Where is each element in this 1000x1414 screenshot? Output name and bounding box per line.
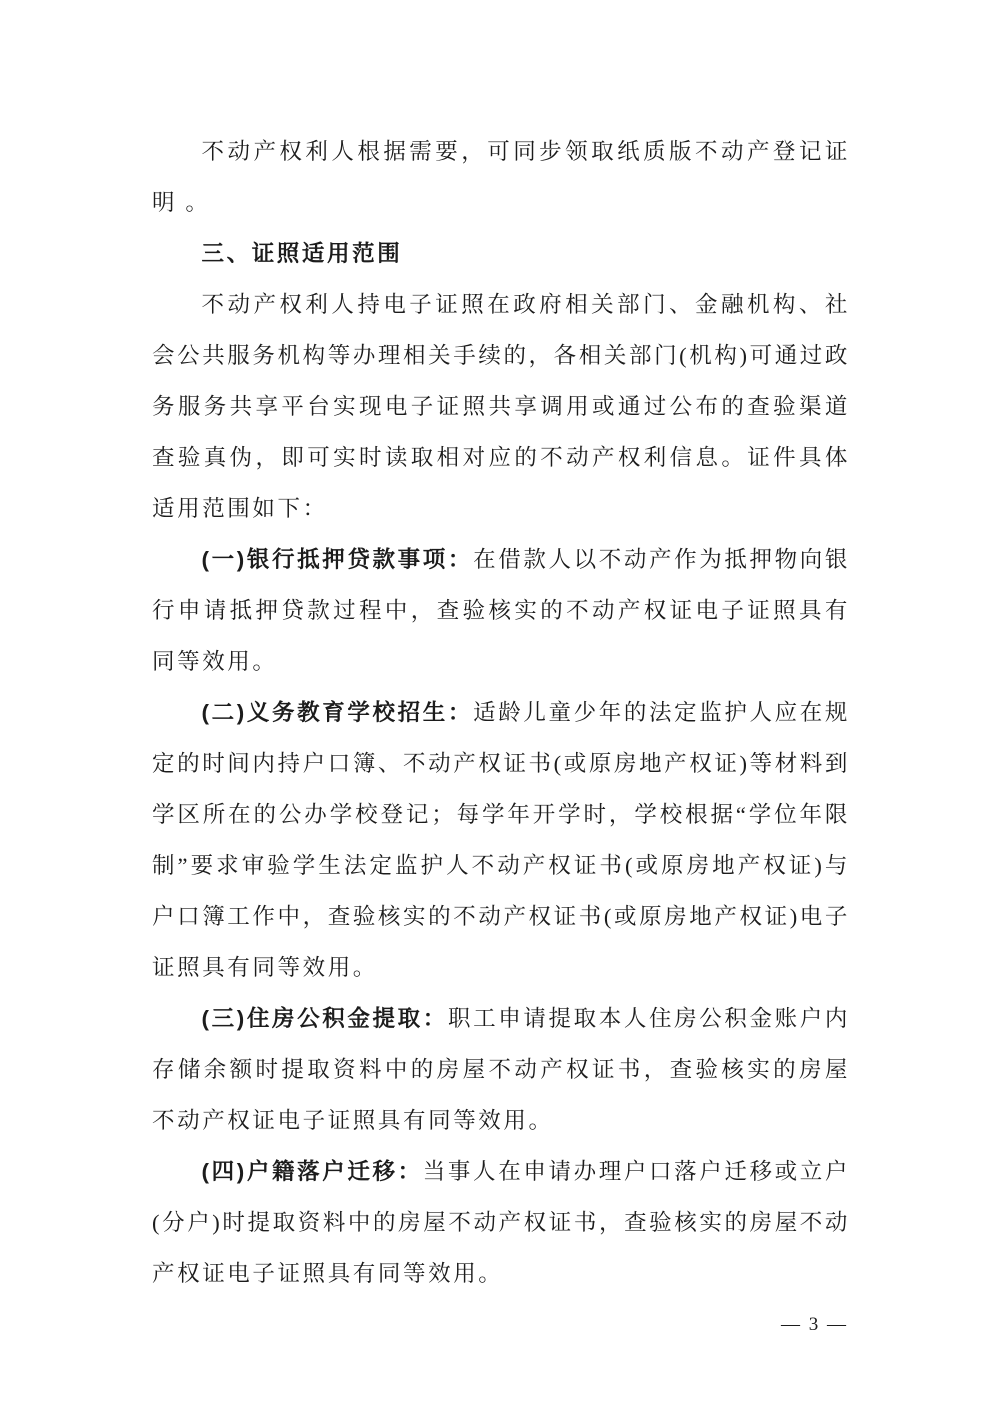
item-household-registration [152, 1146, 850, 1299]
page-number: — 3 — [781, 1314, 848, 1335]
item-housing-fund-body: 职工申请提取本人住房公积金账户内存储余额时提取资料中的房屋不动产权证书，查验核实的房屋不动产权证电子证照具有同等效用。 [152, 1006, 850, 1133]
item-bank-mortgage-body: 在借款人以不动产作为抵押物向银行申请抵押贷款过程中，查验核实的不动产权证电子证照具有同等效用。 [152, 547, 850, 674]
item-household-registration-lead: (四)户籍落户迁移： [201, 1159, 423, 1184]
item-bank-mortgage [152, 534, 850, 687]
item-school-enrollment [152, 687, 850, 993]
item-school-enrollment-body: 适龄儿童少年的法定监护人应在规定的时间内持户口簿、不动产权证书(或原房地产权证)等材料到学区所在的公办学校登记；每学年开学时，学校根据“学位年限制”要求审验学生法定监护人不动产权证书(或原房地产权证)与户口簿工作中，查验核实的不动产权证书(或原房地产权证)电子证照具有同等效用。 [152, 700, 850, 980]
item-school-enrollment-lead: (二)义务教育学校招生： [201, 700, 474, 725]
item-housing-fund [152, 993, 850, 1146]
section-heading-scope: 三、证照适用范围 [201, 241, 403, 266]
paragraph-pickup-paper-certificate: 不动产权利人根据需要，可同步领取纸质版不动产登记证明 。 [152, 139, 850, 215]
paragraph-scope-intro: 不动产权利人持电子证照在政府相关部门、金融机构、社会公共服务机构等办理相关手续的，各相关部门(机构)可通过政务服务共享平台实现电子证照共享调用或通过公布的查验渠道查验真伪，即可实时读取相对应的不动产权利信息。证件具体适用范围如下： [152, 292, 850, 521]
item-bank-mortgage-lead: (一)银行抵押贷款事项： [201, 547, 474, 572]
item-household-registration-body: 当事人在申请办理户口落户迁移或立户(分户)时提取资料中的房屋不动产权证书，查验核实的房屋不动产权证电子证照具有同等效用。 [152, 1159, 850, 1286]
item-housing-fund-lead: (三)住房公积金提取： [201, 1006, 448, 1031]
